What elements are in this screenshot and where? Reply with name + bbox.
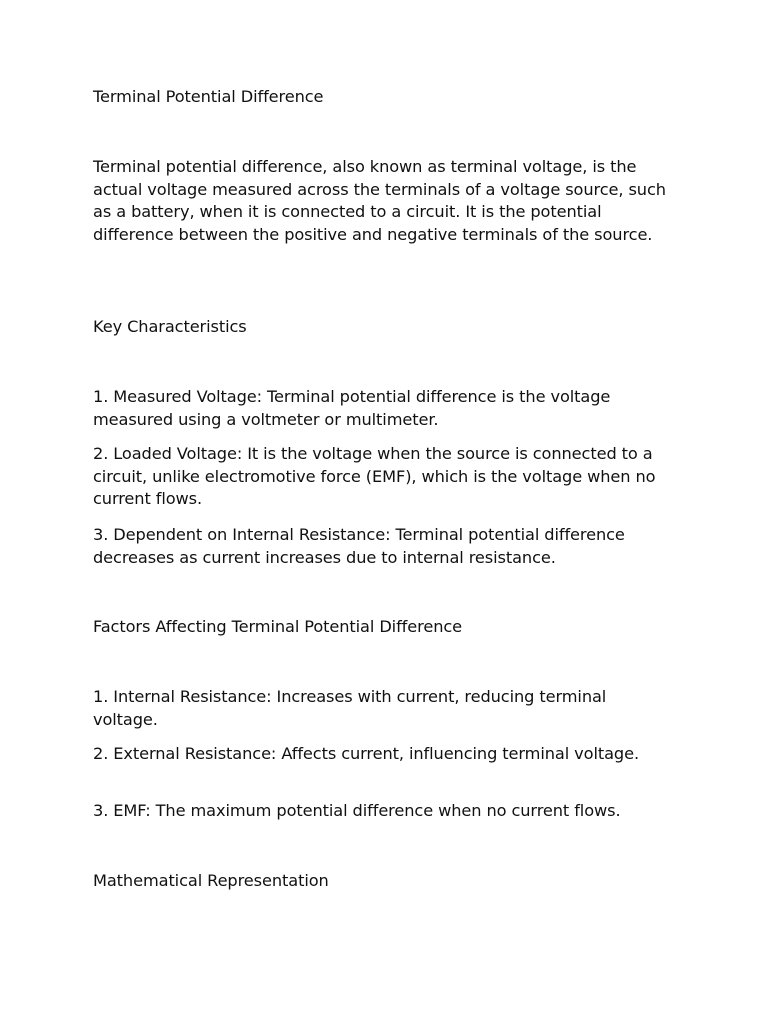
list-item: 1. Internal Resistance: Increases with current, reducing terminal voltage. (93, 687, 607, 729)
list-item: 2. External Resistance: Affects current, influencing terminal voltage. (93, 744, 639, 763)
list-item: 3. EMF: The maximum potential difference when no current flows. (93, 801, 621, 820)
section-heading-mathematical-representation: Mathematical Representation (93, 871, 329, 890)
section-heading-factors: Factors Affecting Terminal Potential Difference (93, 617, 463, 636)
list-item: 1. Measured Voltage: Terminal potential difference is the voltage measured using a voltmeter or multimeter. (93, 387, 611, 429)
intro-paragraph: Terminal potential difference, also known as terminal voltage, is the actual voltage measured across the terminals of a voltage source, such as a battery, when it is connected to a circuit. It is the potential difference between the positive and negative terminals of the source. (93, 157, 666, 244)
list-item: 3. Dependent on Internal Resistance: Terminal potential difference decreases as current increases due to internal resistance. (93, 525, 625, 567)
document-title: Terminal Potential Difference (93, 87, 324, 106)
list-item: 2. Loaded Voltage: It is the voltage when the source is connected to a circuit, unlike electromotive force (EMF), which is the voltage when no current flows. (93, 444, 656, 509)
section-heading-key-characteristics: Key Characteristics (93, 317, 247, 336)
